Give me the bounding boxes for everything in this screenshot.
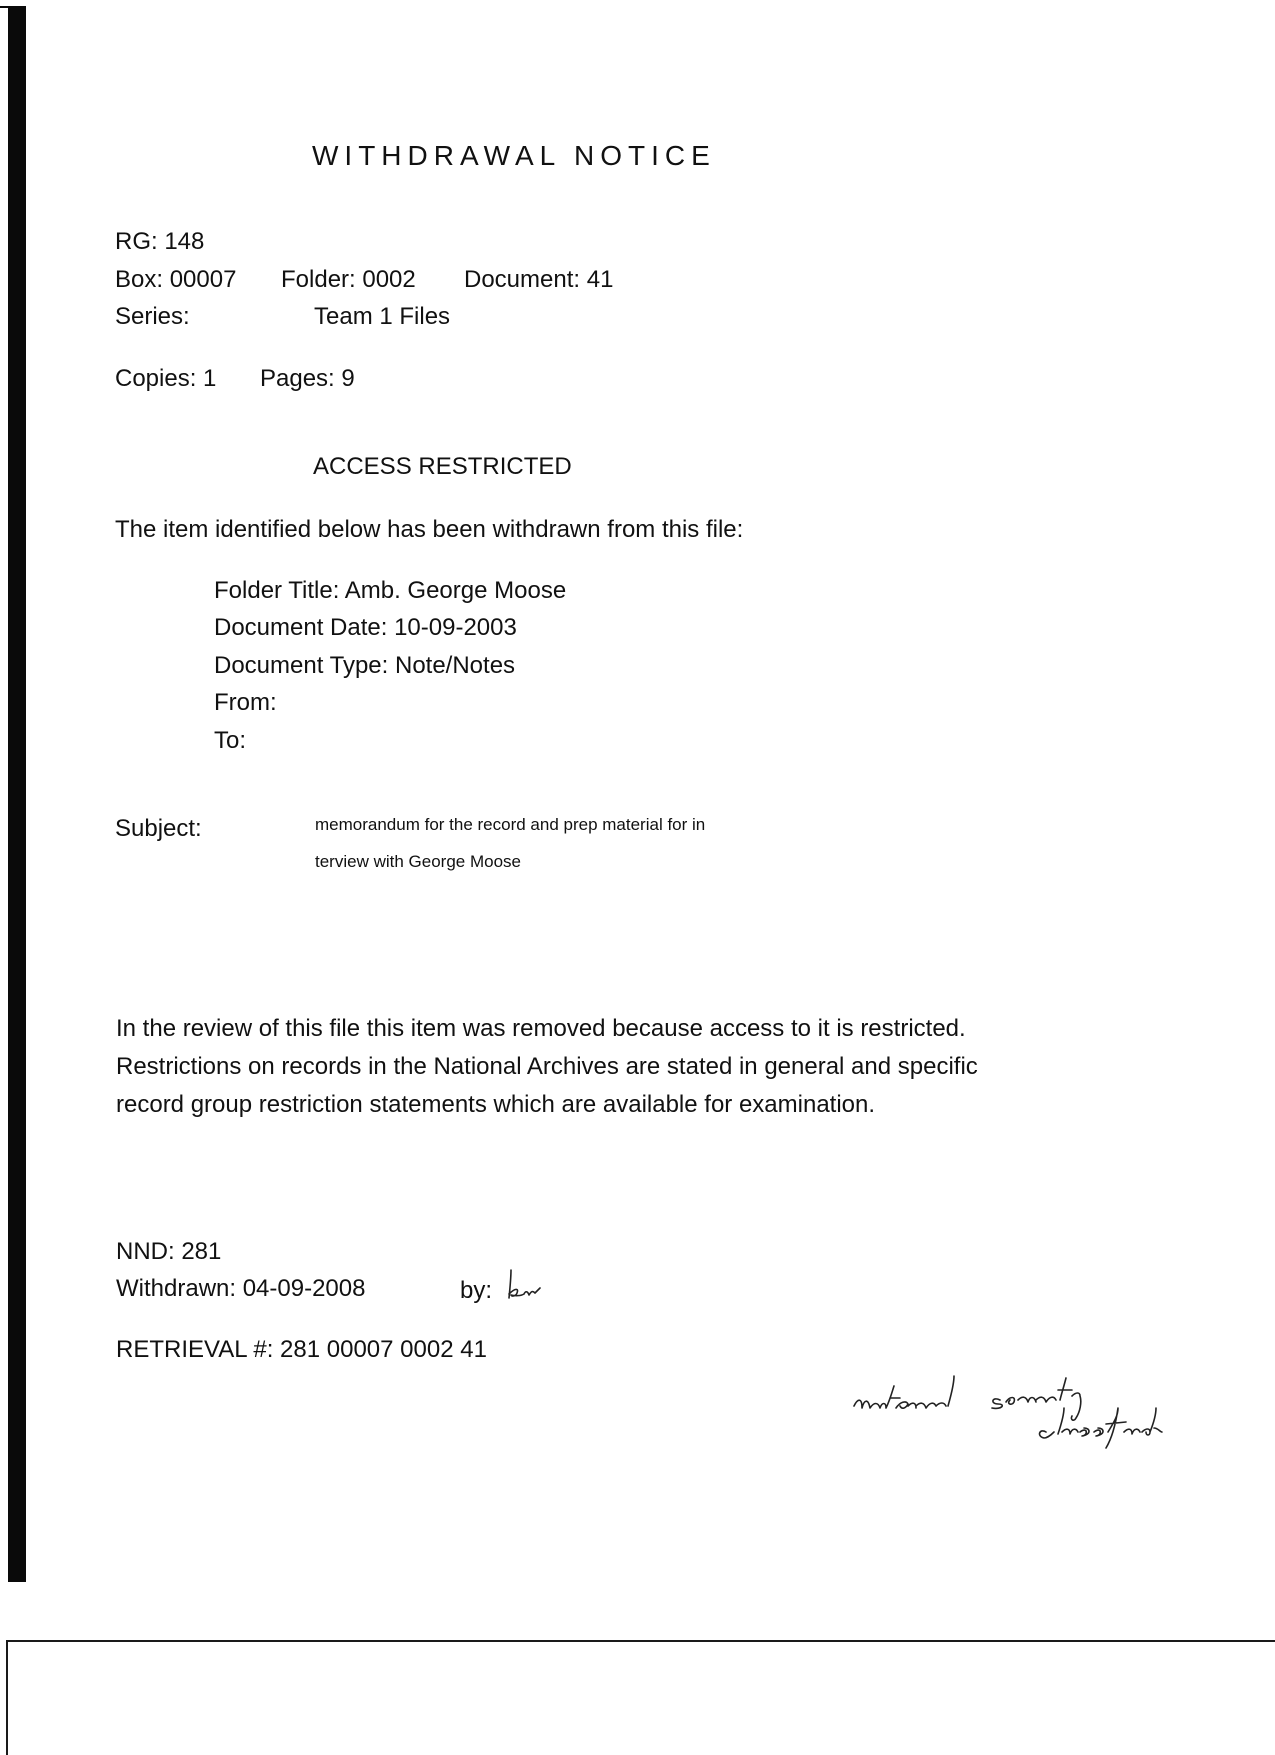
- nnd-number: NND: 281: [116, 1238, 222, 1265]
- box-number: Box: 00007: [115, 266, 237, 293]
- withdrawn-date: Withdrawn: 04-09-2008: [116, 1275, 366, 1302]
- restriction-paragraph: In the review of this file this item was removed because access to it is restricted. Restrictions on records in the National Archives are stated in general and specific record group restriction statements which are available for examination.: [116, 1015, 978, 1118]
- notice-title: WITHDRAWAL NOTICE: [312, 140, 716, 171]
- scan-left-border: [8, 6, 26, 1582]
- copies-count: Copies: 1: [115, 365, 217, 392]
- folder-number: Folder: 0002: [281, 266, 416, 293]
- by-label: by:: [460, 1277, 493, 1304]
- handwritten-initials: [505, 1266, 545, 1302]
- subject-label: Subject:: [115, 815, 202, 842]
- folder-title: Folder Title: Amb. George Moose: [214, 577, 567, 604]
- document-date: Document Date: 10-09-2003: [214, 614, 517, 641]
- retrieval-number: RETRIEVAL #: 281 00007 0002 41: [116, 1336, 487, 1363]
- to-field: To:: [214, 727, 247, 754]
- from-field: From:: [214, 689, 277, 716]
- withdrawal-intro: The item identified below has been withdrawn from this file:: [115, 516, 744, 543]
- record-group: RG: 148: [115, 228, 205, 255]
- pages-count: Pages: 9: [260, 365, 355, 392]
- access-status: ACCESS RESTRICTED: [313, 453, 572, 480]
- handwritten-note: [850, 1362, 1170, 1454]
- scan-corner-mark: [0, 6, 8, 8]
- subject-line-2: terview with George Moose: [315, 852, 521, 871]
- subject-line-1: memorandum for the record and prep material for in: [315, 815, 706, 834]
- scan-bottom-corner: [6, 1640, 8, 1755]
- document-number: Document: 41: [464, 266, 614, 293]
- scan-bottom-rule: [6, 1640, 1275, 1642]
- series-label: Series:: [115, 303, 190, 330]
- series-value: Team 1 Files: [314, 303, 451, 330]
- document-type: Document Type: Note/Notes: [214, 652, 516, 679]
